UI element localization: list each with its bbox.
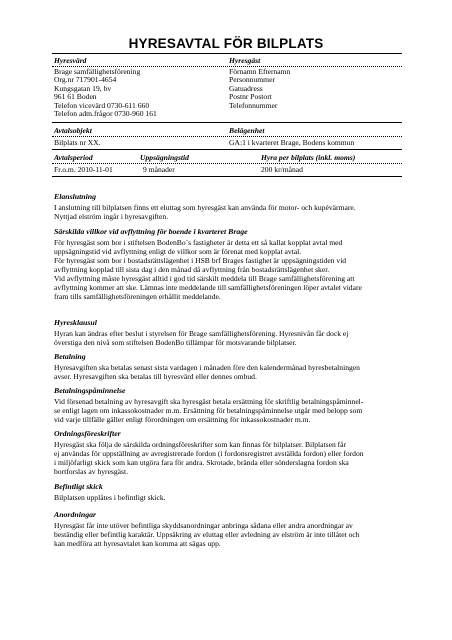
text-line: fram tills samfällighetsföreningen erhållit meddelande. xyxy=(54,292,221,301)
hyresgast-info xyxy=(229,68,290,110)
avtalsperiod-label: Avtalsperiod xyxy=(54,153,93,162)
text-line: För hyresgäst som bor i bostadsrättslägenhet i HSB brf Brages fastighet är uppsägningstiden vid xyxy=(54,256,347,265)
section-title-befintligt-skick: Befintligt skick xyxy=(54,482,103,491)
text-line: För hyresgäst som bor i stiftelsen BodenBo´s fastigheter är detta ett så kallat kopplat avtal med xyxy=(54,238,343,247)
belagenhet-value: GA:1 i kvarteret Brage, Bodens kommun xyxy=(229,138,355,147)
text-line: kan medföra att hyresavtalet kan komma att sägas upp. xyxy=(54,539,221,548)
section-title-betalning: Betalning xyxy=(54,352,86,361)
text-line: Hyran kan ändras efter beslut i styrelsen för Brage samfällighetsförening. Hyresnivån får dock ej xyxy=(54,329,349,338)
avtalsperiod-value: Fr.o.m. 2010-11-01 xyxy=(54,165,113,174)
section-text-hyresklausul xyxy=(54,329,402,347)
hyra-label: Hyra per bilplats (inkl. moms) xyxy=(261,153,356,162)
hyresvard-line: 961 61 Boden xyxy=(54,92,97,102)
rule-top xyxy=(52,53,402,54)
avtalsobjekt-label: Avtalsobjekt xyxy=(54,126,92,135)
hyresgast-line: Postnr Postort xyxy=(229,92,272,102)
hyresvard-line: Telefon adm.frågor 0730-960 161 xyxy=(54,108,157,118)
text-line: Bilplatsen upplåtes i befintligt skick. xyxy=(54,493,166,502)
text-line: avflyttning kommer att ske. Lämnas inte meddelande till samfällighetsföreningen löper avtalet vidare xyxy=(54,283,362,292)
rule-object-sub xyxy=(52,136,402,137)
section-title-betalningspaminnelse: Betalningspåminnelse xyxy=(54,386,126,395)
section-text-elanslutning xyxy=(54,203,402,221)
hyresvard-line: Kungsgatan 19, bv xyxy=(54,83,112,93)
hyresvard-info xyxy=(54,68,157,118)
hyresgast-line: Gatuadress xyxy=(229,83,263,93)
text-line: uppsägningstid vid avflyttning enligt de villkor som är förenat med kopplat avtal. xyxy=(54,247,302,256)
text-line: Hyresavgiften ska betalas senast sista vardagen i månaden före den kalendermånad hyresbetalningen xyxy=(54,363,360,372)
hyresgast-line: Telefonnummer xyxy=(229,100,278,110)
text-line: ej användas för uppställning av avregistrerade fordon (i fordonsregistret avställda fordon) eller fordon xyxy=(54,449,364,458)
uppsagningstid-value: 9 månader xyxy=(143,165,175,174)
hyresgast-label: Hyresgäst xyxy=(229,56,261,65)
hyresvard-label: Hyresvärd xyxy=(54,56,87,65)
text-line: Vid försenad betalning av hyresavgift ska hyresgäst betala ersättning för skriftlig betalningspåminnel- xyxy=(54,397,364,406)
text-line: bortforslas av hyresgäst. xyxy=(54,467,129,476)
hyra-value: 200 kr/månad xyxy=(261,165,303,174)
rule-period xyxy=(52,149,402,150)
hyresgast-line: Personnummer xyxy=(229,75,275,85)
section-text-ordningsforeskrifter xyxy=(54,440,402,476)
text-line: beständig eller befintlig karaktär. Uppsäkring av eluttag eller avledning av elström är inte tillåtet och xyxy=(54,530,360,539)
section-text-betalning xyxy=(54,363,402,381)
text-line: se enligt lagen om inkassokostnader m.m. Ersättning för betalningspåminnelse utgår med belopp som xyxy=(54,406,363,415)
hyresgast-line: Förnamn Efternamn xyxy=(229,67,291,76)
section-title-sarskilda-villkor: Särskilda villkor vid avflyttning för boende i kvarteret Brage xyxy=(54,227,248,236)
section-text-betalningspaminnelse xyxy=(54,397,402,424)
section-text-befintligt-skick xyxy=(54,493,402,502)
section-text-anordningar xyxy=(54,521,402,548)
belagenhet-label: Belägenhet xyxy=(229,126,265,135)
hyresvard-line: Telefon vicevärd 0730-611 660 xyxy=(54,100,150,110)
text-line: avser. Hyresavgiften ska betalas till hyresvärd eller dennes ombud. xyxy=(54,372,257,381)
hyresvard-line: Org.nr 717901-4654 xyxy=(54,75,117,85)
avtalsobjekt-value: Bilplats nr XX. xyxy=(54,138,101,147)
rule-object xyxy=(52,122,402,123)
hyresvard-line: Brage samfällighetsförening xyxy=(54,67,141,76)
rule-period-bottom xyxy=(52,176,402,177)
section-title-elanslutning: Elanslutning xyxy=(54,192,97,201)
text-line: I anslutning till bilplatsen finns ett eluttag som hyresgäst kan använda för motor- och kupévärmare. xyxy=(54,203,356,212)
text-line: Vid avflyttning måste hyresgäst alltid i god tid särskilt meddela till Brage samfällighetsförening att xyxy=(54,274,355,283)
text-line: vid varje tillfälle gäller enligt förordningen om ersättning för inkassokostnader m.m. xyxy=(54,415,311,424)
text-line: i miljöfarligt skick som kan utgöra fara för andra. Skrotade, brända eller sönderslagna fordon ska xyxy=(54,458,349,467)
rule-period-sub xyxy=(52,163,402,164)
document-title: HYRESAVTAL FÖR BILPLATS xyxy=(128,36,324,51)
section-title-hyresklausul: Hyresklausul xyxy=(54,318,97,327)
section-title-ordningsforeskrifter: Ordningsföreskrifter xyxy=(54,429,121,438)
section-title-anordningar: Anordningar xyxy=(54,510,97,519)
section-text-sarskilda-villkor xyxy=(54,238,402,301)
text-line: Nyttjad elström ingår i hyresavgiften. xyxy=(54,212,169,221)
text-line: överstiga den nivå som stiftelsen BodenBo tillämpar för motsvarande bilplatser. xyxy=(54,338,297,347)
text-line: avflyttning kopplad till sista dag i den månad då avflyttning från bostadsrättslägenhet sker. xyxy=(54,265,330,274)
text-line: Hyresgäst ska följa de särskilda ordningsföreskrifter som kan finnas för bilplatser. Bilplatsen får xyxy=(54,440,347,449)
uppsagningstid-label: Uppsägningstid xyxy=(140,153,189,162)
text-line: Hyresgäst får inte utöver befintliga skyddsanordningar anbringa sådana eller andra anordningar av xyxy=(54,521,353,530)
